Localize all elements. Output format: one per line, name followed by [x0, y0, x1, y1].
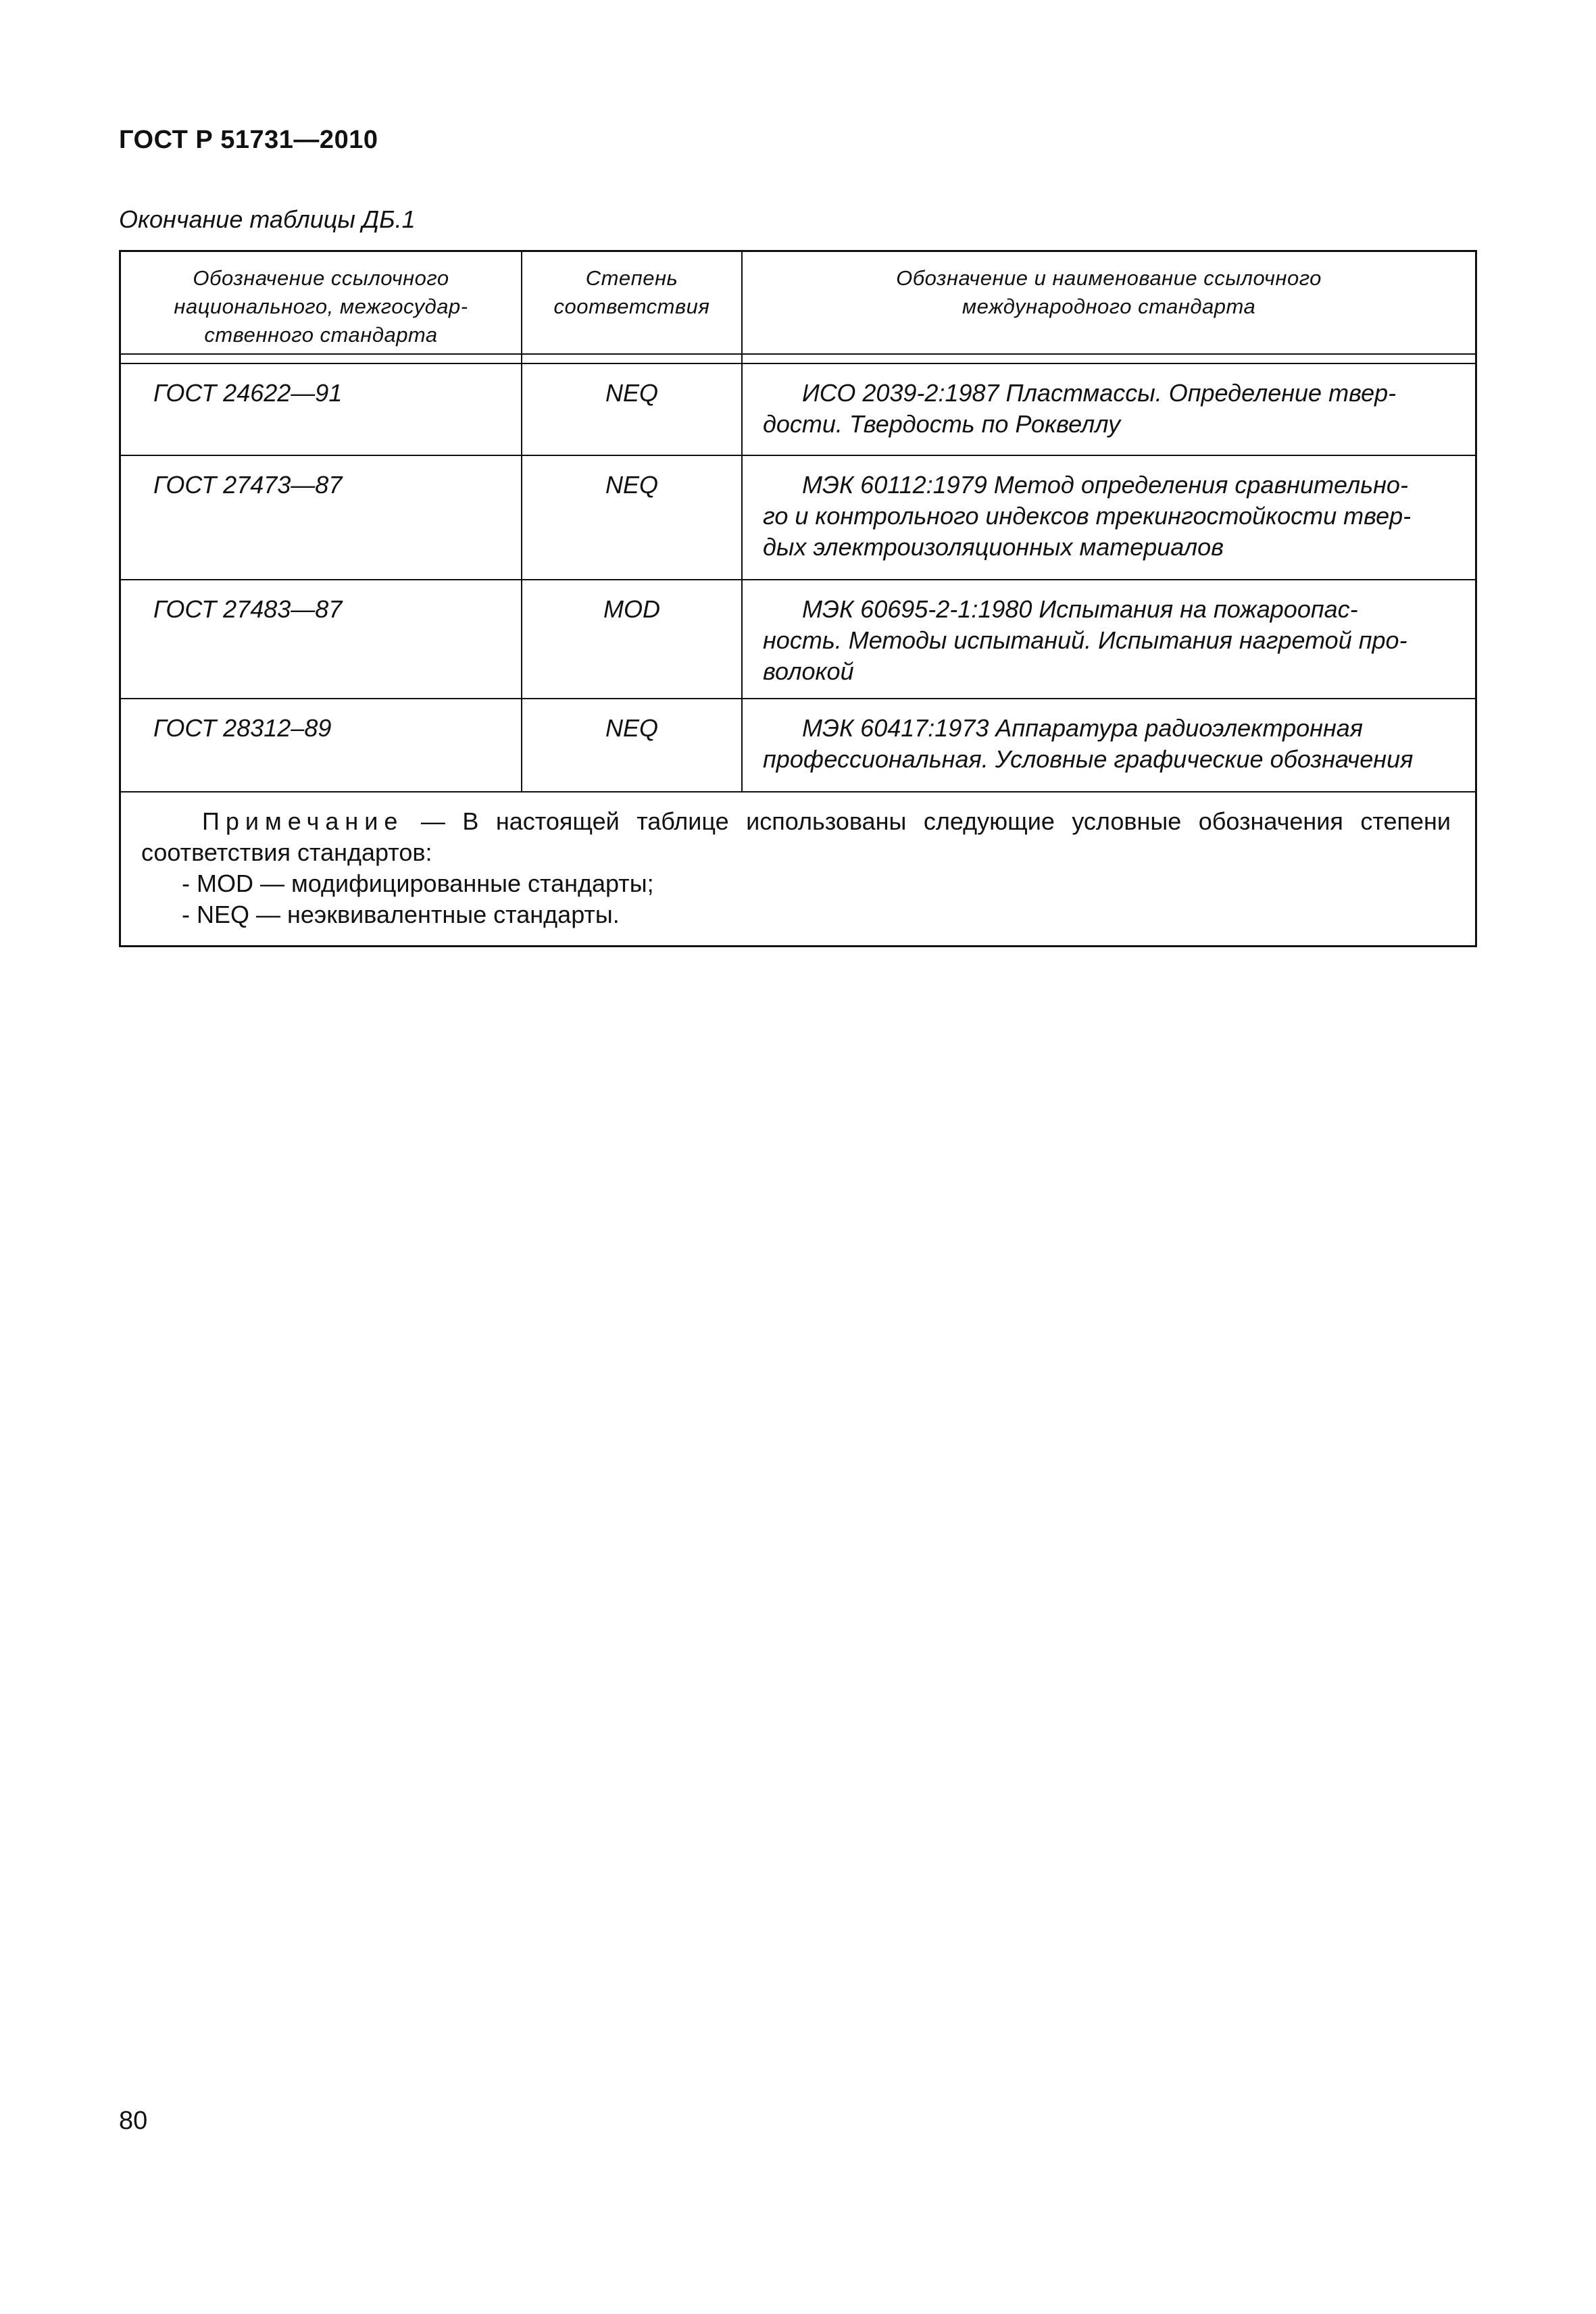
table-row [121, 455, 1475, 579]
national-standard-cell: ГОСТ 27473—87 [121, 456, 522, 579]
table-row [121, 363, 1475, 455]
international-standard-cell: МЭК 60695-2-1:1980 Испытания на пожароопас- ность. Методы испытаний. Испытания нагретой про- волокой [763, 595, 1407, 685]
international-standard-cell: МЭК 60417:1973 Аппаратура радиоэлектронная профессиональная. Условные графические обозначения [763, 714, 1414, 773]
header-national-standard: Обозначение ссылочного национального, межгосудар- ственного стандарта [121, 252, 522, 353]
table-note [121, 791, 1475, 945]
international-standard-cell: МЭК 60112:1979 Метод определения сравнительно- го и контрольного индексов трекингостойкости твер- дых электроизоляционных материалов [763, 471, 1412, 561]
degree-cell: NEQ [522, 456, 743, 579]
note-item: - MOD — модифицированные стандарты; [182, 870, 654, 897]
document-code: ГОСТ Р 51731—2010 [119, 126, 378, 154]
page-number: 80 [119, 2107, 148, 2135]
header-degree: Степень соответствия [522, 252, 743, 353]
degree-cell: MOD [522, 580, 743, 698]
international-standard-cell: ИСО 2039-2:1987 Пластмассы. Определение твер- дости. Твердость по Роквеллу [763, 379, 1397, 438]
degree-cell: NEQ [522, 699, 743, 791]
national-standard-cell: ГОСТ 24622—91 [121, 364, 522, 455]
note-item: - NEQ — неэквивалентные стандарты. [182, 901, 620, 928]
degree-cell: NEQ [522, 364, 743, 455]
national-standard-cell: ГОСТ 28312–89 [121, 699, 522, 791]
national-standard-cell: ГОСТ 27483—87 [121, 580, 522, 698]
note-text: — В настоящей таблице использованы следующие условные обозначения степени соответствия стандартов: [141, 807, 1451, 866]
table-row [121, 698, 1475, 791]
table-row [121, 579, 1475, 698]
header-international-standard: Обозначение и наименование ссылочного международного стандарта [896, 266, 1322, 318]
note-label: Примечание [202, 807, 404, 835]
table-header-row [121, 252, 1475, 353]
header-separator [121, 353, 1475, 363]
table-caption: Окончание таблицы ДБ.1 [119, 205, 416, 233]
standards-table [119, 250, 1477, 947]
